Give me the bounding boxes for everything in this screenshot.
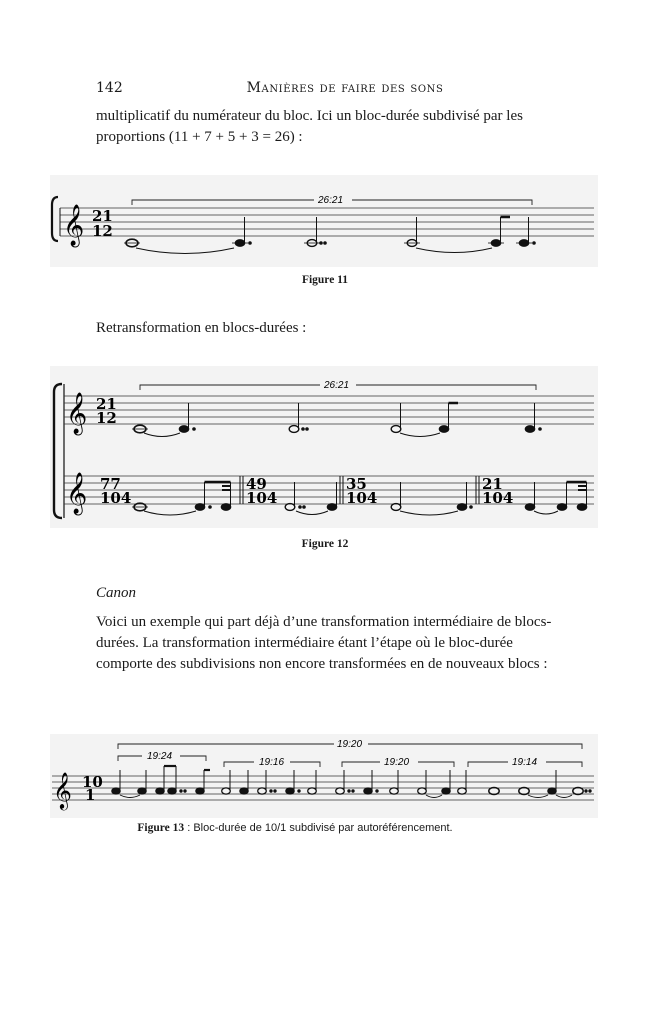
tuplet-label: 26:21 (324, 380, 350, 391)
time-sig-num: 35 (346, 475, 367, 493)
inner-tuplet-label: 19:16 (259, 757, 285, 768)
figure-11-score (50, 175, 598, 267)
time-sig-num: 77 (100, 475, 121, 493)
time-sig-num: 21 (92, 207, 113, 225)
treble-clef-icon: 𝄞 (66, 393, 88, 434)
section-heading: Canon (96, 585, 137, 601)
time-sig-num: 21 (482, 475, 503, 493)
figure-12-caption (0, 538, 650, 550)
treble-clef-icon: 𝄞 (53, 771, 72, 809)
inner-tuplet-label: 19:24 (147, 751, 173, 762)
treble-clef-icon: 𝄞 (63, 205, 85, 246)
figure-12-score (50, 366, 598, 528)
figure-12-label: Figure 12 (301, 538, 349, 550)
inner-tuplet-label: 19:20 (384, 757, 410, 768)
running-title: Manières de faire des sons (246, 80, 444, 96)
page-number: 142 (96, 80, 123, 96)
time-sig-num: 10 (82, 773, 103, 791)
time-sig-num: 21 (96, 395, 117, 413)
time-sig-den: 12 (92, 222, 113, 240)
figure-13 (50, 734, 598, 818)
figure-11 (50, 175, 598, 267)
figure-12 (50, 366, 598, 528)
time-sig-den: 12 (96, 409, 117, 427)
time-sig-den: 104 (346, 489, 378, 507)
staff (60, 208, 594, 236)
intro-paragraph: multiplicatif du numérateur du bloc. Ici un bloc-durée subdivisé par les proportions (11 + 7 + 5 + 3 = 26) : (96, 108, 523, 145)
running-header (96, 80, 554, 100)
time-sig-den: 1 (85, 786, 96, 804)
time-sig-den: 104 (100, 489, 132, 507)
figure-13-caption-text: : Bloc-durée de 10/1 subdivisé par autoréférencement. (184, 822, 453, 834)
figure-11-caption (0, 274, 650, 286)
treble-clef-icon: 𝄞 (66, 473, 88, 514)
outer-tuplet-label: 19:20 (337, 739, 363, 750)
time-sig-den: 104 (246, 489, 278, 507)
figure-13-score (50, 734, 598, 818)
time-sig-num: 49 (246, 475, 267, 493)
tuplet-label: 26:21 (318, 195, 344, 206)
time-sig-den: 104 (482, 489, 514, 507)
figure-13-caption (0, 822, 650, 834)
figure-11-label: Figure 11 (301, 274, 349, 286)
inner-tuplet-label: 19:14 (512, 757, 538, 768)
retransformation-paragraph: Retransformation en blocs-durées : (96, 320, 307, 336)
canon-paragraph: Voici un exemple qui part déjà d’une transformation intermédiaire de blocs-durées. La transformation intermédiaire étant l’étape où le bloc-durée comporte des subdivisions non encore transformées en de nouveaux blocs : (96, 614, 552, 672)
figure-13-label: Figure 13 (137, 822, 185, 834)
